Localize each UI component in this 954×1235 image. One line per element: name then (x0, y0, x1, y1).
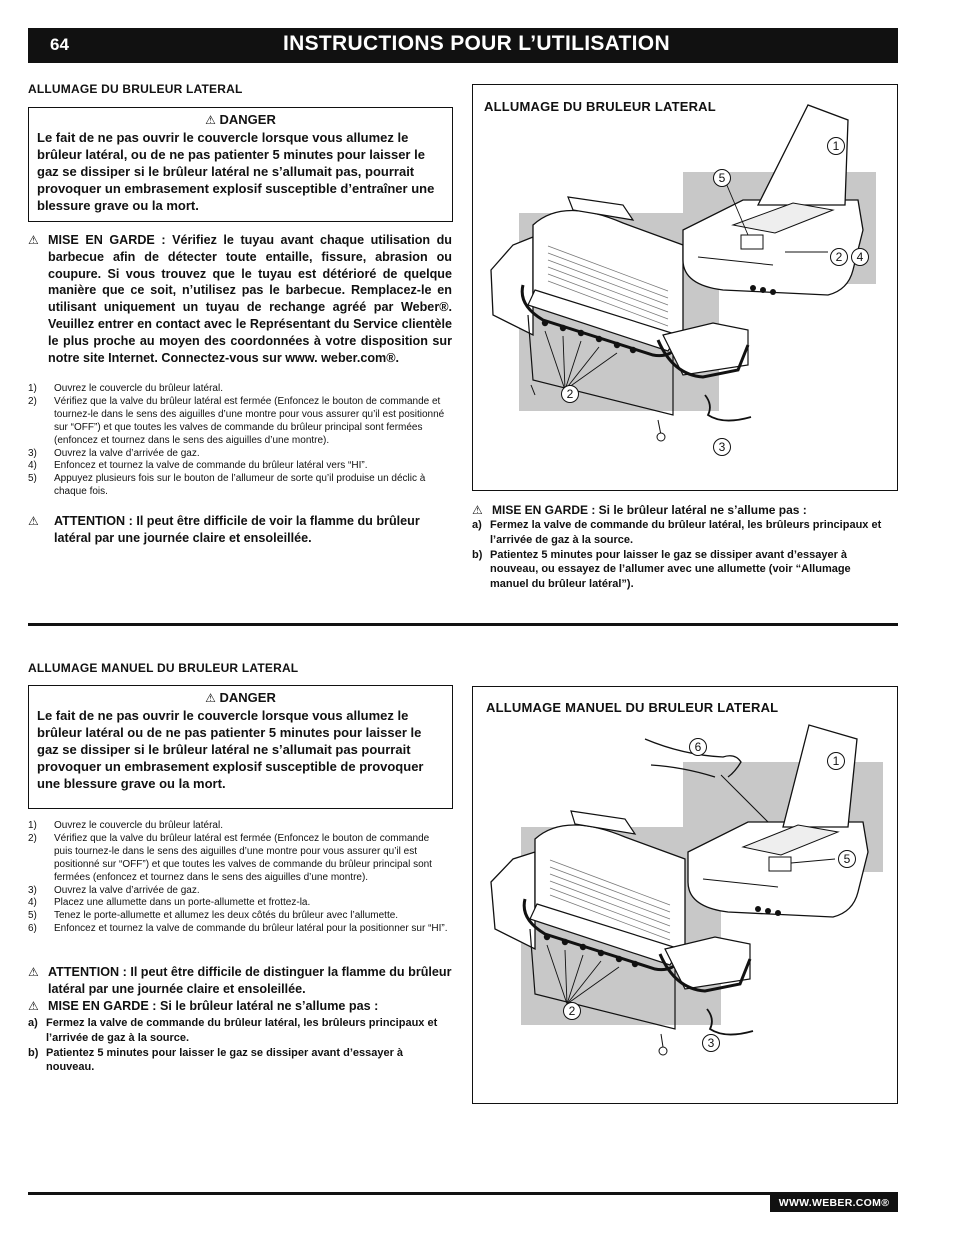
figure-title: ALLUMAGE MANUEL DU BRULEUR LATERAL (486, 700, 779, 715)
steps-list-1 (28, 383, 453, 499)
section2-title: ALLUMAGE MANUEL DU BRULEUR LATERAL (28, 661, 299, 675)
danger-heading (29, 112, 452, 127)
list-item: 3) Ouvrez la valve d’arrivée de gaz. (28, 884, 200, 896)
attention-text: ATTENTION : Il peut être difficile de voir la flamme du brûleur latéral par une journée claire et ensoleillée. (54, 514, 420, 545)
danger-label: DANGER (219, 112, 276, 127)
list-item: a) Fermez la valve de commande du brûleur latéral, les brûleurs principaux et l’arrivée de gaz à la source. (472, 519, 882, 546)
grill-illustration (473, 687, 897, 1103)
list-item: 2) Vérifiez que la valve du brûleur latéral est fermée (Enfoncez le bouton de commande puis tournez-le dans le sens des aiguilles d’une montre pour vous assurer qu’il est positionné sur “OFF”) et que toutes les valves de commande du brûleur principal sont fermées (enfoncez et tournez dans le sens des aiguilles d’une montre). (28, 832, 432, 883)
footer-url: WWW.WEBER.COM® (770, 1194, 898, 1212)
callout-2b: 2 (561, 385, 579, 403)
warning-triangle-icon: ⚠ (28, 999, 39, 1013)
warning-triangle-icon: ⚠ (205, 691, 216, 705)
warning-triangle-icon: ⚠ (205, 113, 216, 127)
page-title: INSTRUCTIONS POUR L’UTILISATION (283, 32, 670, 55)
danger-label: DANGER (219, 690, 276, 705)
warning-triangle-icon: ⚠ (28, 514, 39, 528)
list-item: 6) Enfoncez et tournez la valve de commande du brûleur latéral pour la positionner sur “HI”. (28, 923, 448, 935)
callout-1: 1 (827, 752, 845, 770)
callout-2: 2 (563, 1002, 581, 1020)
callout-4: 4 (851, 248, 869, 266)
warning-hose-text: MISE EN GARDE : Vérifiez le tuyau avant chaque utilisation du barbecue afin de détecter toute entaille, fissure, abrasion ou coupure. Si vous trouvez que le tuyau est détérioré de quelque manière que ce soit, n’utilisez pas le barbecue. Remplacez-le en utilisant uniquement un tuyau de rechange agréé par Weber®. Veuillez entrer en contact avec le Représentant du Service clientèle le plus proche au moyen des coordonnées à votre disposition sur notre site Internet. Connectez-vous sur www. weber.com®. (48, 233, 452, 365)
danger-text: Le fait de ne pas ouvrir le couvercle lorsque vous allumez le brûleur latéral ou de ne pas patienter 5 minutes pour laisser le gaz se dissiper si le brûleur latéral ne s’allumait pas pourrait provoquer un embrasement explosif susceptible de provoquer une blessure grave ou la mort. (37, 708, 424, 791)
section1-title: ALLUMAGE DU BRULEUR LATERAL (28, 82, 243, 96)
list-item: 1) Ouvrez le couvercle du brûleur latéral. (28, 820, 223, 831)
list-item: 5) Appuyez plusieurs fois sur le bouton de l’allumeur de sorte qu’il produise un déclic à chaque fois. (28, 473, 426, 498)
footer-rule (28, 1192, 898, 1195)
danger-text: Le fait de ne pas ouvrir le couvercle lorsque vous allumez le brûleur latéral, ou de ne pas patienter 5 minutes pour laisser le gaz se dissiper si le brûleur latéral ne s’allumait pas, pourrait provoquer un embrasement explosif susceptible d’entraîner une blessure grave ou la mort. (37, 130, 435, 213)
figure-title: ALLUMAGE DU BRULEUR LATERAL (484, 99, 716, 114)
list-item: 1) Ouvrez le couvercle du brûleur latéral. (28, 383, 223, 394)
attention-2 (28, 964, 453, 998)
list-item: 3) Ouvrez la valve d’arrivée de gaz. (28, 447, 200, 459)
callout-5: 5 (713, 169, 731, 187)
callout-5: 5 (838, 850, 856, 868)
fig-warning-1 (472, 502, 892, 519)
figure-box-1 (472, 84, 898, 491)
danger-box-1 (28, 107, 453, 222)
figure-box-2 (472, 686, 898, 1104)
callout-6: 6 (689, 738, 707, 756)
warning-triangle-icon: ⚠ (28, 233, 39, 247)
list-item: 2) Vérifiez que la valve du brûleur latéral est fermée (Enfoncez le bouton de commande et tournez-le dans le sens des aiguilles d’une montre pour vous assurer qu’il est positionné sur “OFF”) et que toutes les valves de commande du brûleur principal sont fermées (enfoncez et tournez dans le sens des aiguilles d’une montre). (28, 395, 445, 446)
list-item: 4) Placez une allumette dans un porte-allumette et frottez-la. (28, 897, 311, 909)
attention-text: ATTENTION : Il peut être difficile de distinguer la flamme du brûleur latéral par une journée claire et ensoleillée. (48, 965, 452, 996)
section-divider (28, 623, 898, 626)
callout-3: 3 (702, 1034, 720, 1052)
fig-warning-title: MISE EN GARDE : Si le brûleur latéral ne s’allume pas : (492, 503, 807, 517)
callout-3: 3 (713, 438, 731, 456)
warning-hose (28, 232, 452, 366)
callout-2: 2 (830, 248, 848, 266)
list-item: b) Patientez 5 minutes pour laisser le gaz se dissiper avant d’essayer à nouveau, ou essayez de l’allumer avec une allumette (voir “Allumage manuel du brûleur latéral”). (472, 548, 851, 591)
list-item: a) Fermez la valve de commande du brûleur latéral, les brûleurs principaux et l’arrivée de gaz à la source. (28, 1017, 438, 1044)
danger-box-2 (28, 685, 453, 809)
warning-2 (28, 998, 453, 1015)
warning-triangle-icon: ⚠ (472, 503, 483, 517)
fig-warning-list-1 (472, 518, 892, 592)
list-item: 5) Tenez le porte-allumette et allumez les deux côtés du brûleur avec l’allumette. (28, 910, 399, 922)
warning-list-2 (28, 1016, 453, 1075)
list-item: 4) Enfoncez et tournez la valve de commande du brûleur latéral vers “HI”. (28, 460, 368, 472)
warning-title: MISE EN GARDE : Si le brûleur latéral ne s’allume pas : (48, 999, 379, 1013)
list-item: b) Patientez 5 minutes pour laisser le gaz se dissiper avant d’essayer à nouveau. (28, 1046, 404, 1074)
page-number: 64 (50, 35, 69, 54)
steps-list-2 (28, 820, 448, 936)
callout-1: 1 (827, 137, 845, 155)
danger-heading (29, 690, 452, 705)
warning-triangle-icon: ⚠ (28, 965, 39, 979)
attention-1 (28, 513, 440, 547)
page-header (28, 28, 898, 63)
